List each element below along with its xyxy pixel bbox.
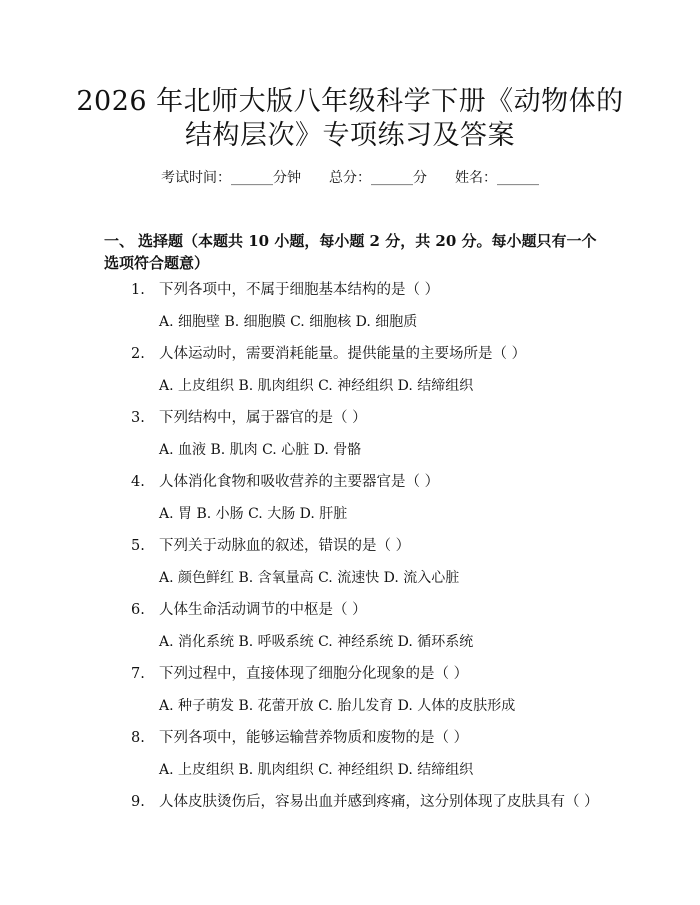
total-score-field: 总分：______分	[329, 170, 427, 186]
question-2	[131, 344, 526, 364]
question-number: 1.	[131, 282, 145, 298]
question-5	[131, 536, 410, 556]
question-3-options: A. 血液 B. 肌肉 C. 心脏 D. 骨骼	[159, 442, 362, 458]
section-text: 选择题（本题共 10 小题，每小题 2 分，共 20 分。每小题只有一个选项符合题意）	[104, 232, 597, 272]
question-6-options: A. 消化系统 B. 呼吸系统 C. 神经系统 D. 循环系统	[159, 634, 474, 650]
question-number: 7.	[131, 666, 145, 682]
exam-time-field: 考试时间：______分钟	[161, 170, 301, 186]
question-number: 8.	[131, 730, 145, 746]
section-heading	[104, 230, 604, 274]
question-number: 3.	[131, 410, 145, 426]
question-2-options: A. 上皮组织 B. 肌肉组织 C. 神经组织 D. 结缔组织	[159, 378, 474, 394]
question-text: 人体皮肤烫伤后，容易出血并感到疼痛，这分别体现了皮肤具有（ ）	[159, 794, 599, 810]
question-1	[131, 280, 439, 300]
question-number: 4.	[131, 474, 145, 490]
question-number: 2.	[131, 346, 145, 362]
student-name-field: 姓名：______	[455, 170, 539, 186]
question-6	[131, 600, 367, 620]
question-8	[131, 728, 468, 748]
question-1-options: A. 细胞壁 B. 细胞膜 C. 细胞核 D. 细胞质	[159, 314, 418, 330]
question-number: 5.	[131, 538, 145, 554]
exam-meta	[0, 168, 700, 188]
page-title-line-1: 2026 年北师大版八年级科学下册《动物体的	[76, 86, 624, 117]
question-5-options: A. 颜色鲜红 B. 含氧量高 C. 流速快 D. 流入心脏	[159, 570, 460, 586]
page-title-line-2: 结构层次》专项练习及答案	[185, 120, 515, 151]
question-text: 人体消化食物和吸收营养的主要器官是（ ）	[159, 474, 440, 490]
question-text: 下列过程中，直接体现了细胞分化现象的是（ ）	[159, 666, 469, 682]
question-4-options: A. 胃 B. 小肠 C. 大肠 D. 肝脏	[159, 506, 348, 522]
question-text: 下列各项中，不属于细胞基本结构的是（ ）	[159, 282, 440, 298]
question-text: 人体运动时，需要消耗能量。提供能量的主要场所是（ ）	[159, 346, 527, 362]
question-text: 下列各项中，能够运输营养物质和废物的是（ ）	[159, 730, 469, 746]
question-3	[131, 408, 367, 428]
question-text: 下列关于动脉血的叙述，错误的是（ ）	[159, 538, 411, 554]
question-text: 下列结构中，属于器官的是（ ）	[159, 410, 367, 426]
question-number: 6.	[131, 602, 145, 618]
question-number: 9.	[131, 794, 145, 810]
question-7-options: A. 种子萌发 B. 花蕾开放 C. 胎儿发育 D. 人体的皮肤形成	[159, 698, 516, 714]
section-number: 一、	[104, 232, 135, 250]
question-8-options: A. 上皮组织 B. 肌肉组织 C. 神经组织 D. 结缔组织	[159, 762, 474, 778]
question-text: 人体生命活动调节的中枢是（ ）	[159, 602, 367, 618]
question-4	[131, 472, 439, 492]
question-7	[131, 664, 468, 684]
question-9	[131, 792, 599, 812]
